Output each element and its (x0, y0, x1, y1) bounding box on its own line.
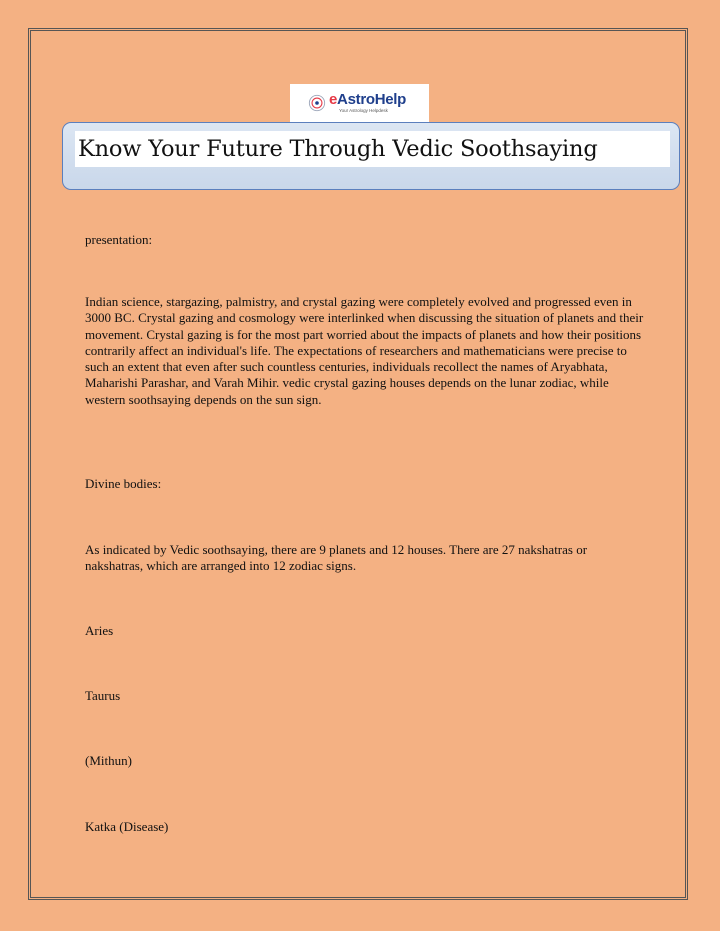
list-item-mithun: (Mithun) (85, 753, 132, 768)
logo-tagline: Your Astrology Helpdesk (339, 108, 388, 114)
title-banner (62, 122, 680, 190)
heading-presentation: presentation: (85, 232, 153, 247)
logo-brand-name: eAstroHelp (329, 91, 407, 109)
list-item-taurus: Taurus (85, 688, 121, 703)
eastrohelp-logo (290, 84, 429, 122)
list-item-katka: Katka (Disease) (85, 819, 169, 834)
page-title: Know Your Future Through Vedic Soothsaying (75, 131, 670, 167)
paragraph-introduction: Indian science, stargazing, palmistry, and crystal gazing were completely evolved and progressed even in 3000 BC. Crystal gazing and cosmology were interlinked when discussing the situation of planets and their movement. Crystal gazing is for the most part worried about the impacts of planets and how their positions contrarily affect an individual's life. The expectations of researchers and mathematicians were precise to such an extent that even after such countless centuries, individuals recollect the names of Aryabhata, Maharishi Parashar, and Varah Mihir. vedic crystal gazing houses depends on the lunar zodiac, while western soothsaying depends on the sun sign. (85, 294, 644, 407)
list-item-aries: Aries (85, 623, 114, 638)
logo-orbit-icon (308, 94, 326, 112)
paragraph-planets-houses: As indicated by Vedic soothsaying, there are 9 planets and 12 houses. There are 27 nakshatras or nakshatras, which are arranged into 12 zodiac signs. (85, 542, 588, 574)
heading-divine-bodies: Divine bodies: (85, 476, 162, 491)
